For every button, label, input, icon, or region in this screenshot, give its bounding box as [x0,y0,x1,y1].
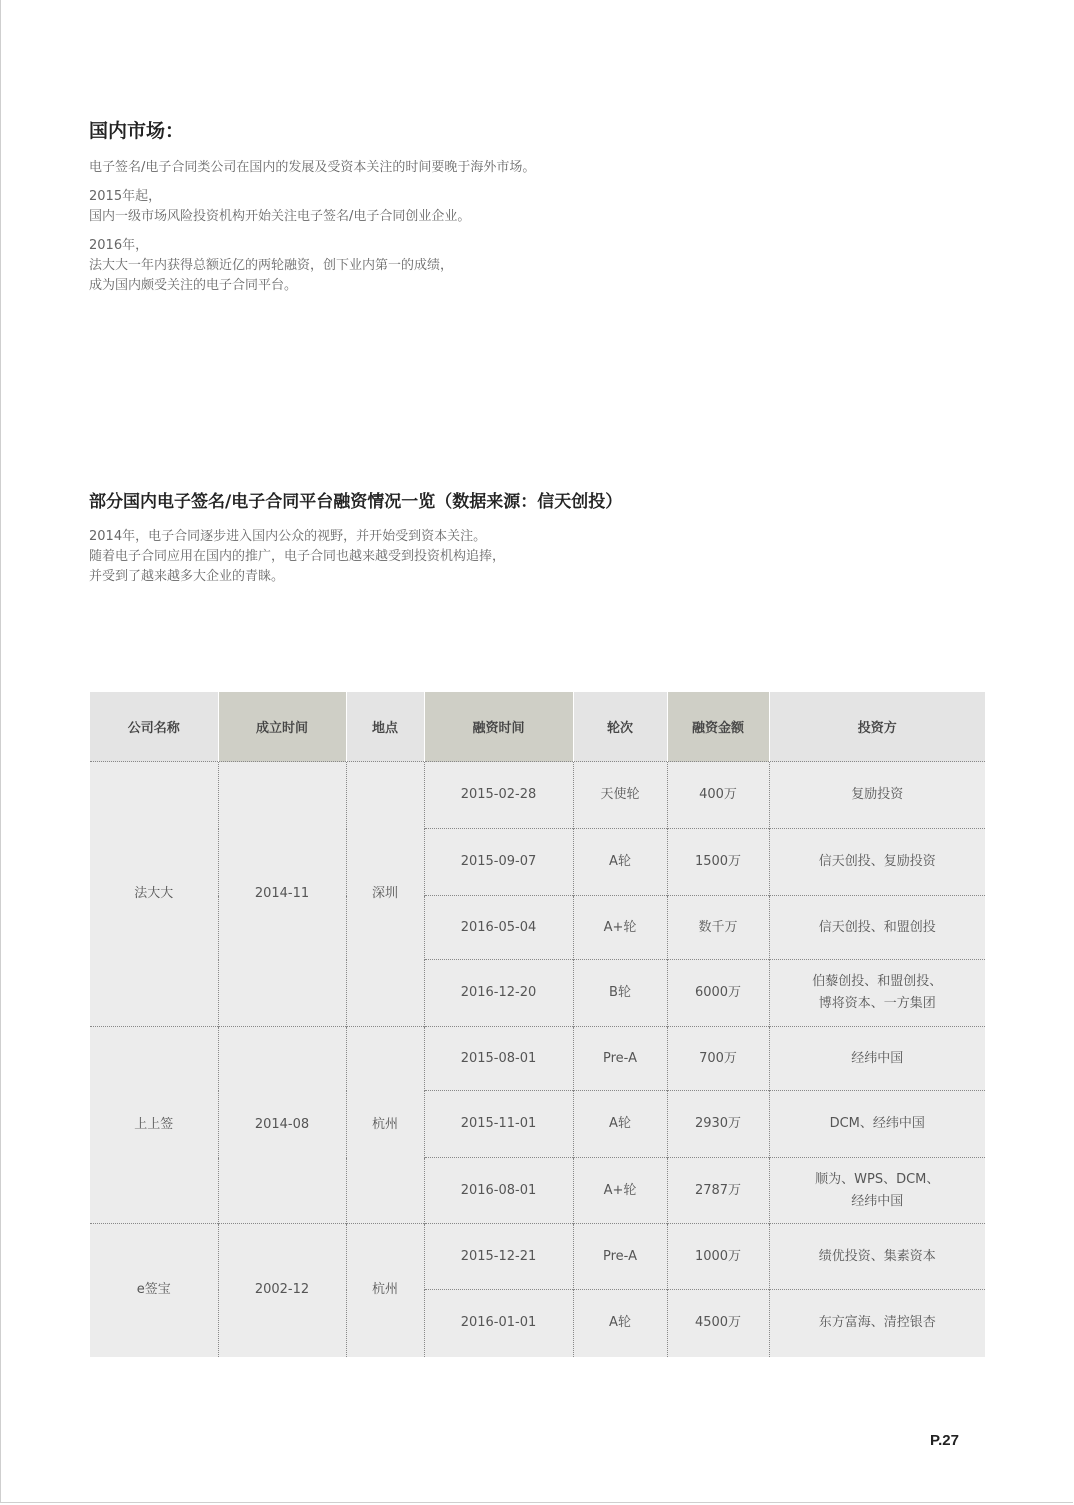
investors-line: 复励投资 [851,787,904,802]
round-cell: A+轮 [573,896,667,960]
round-cell: B轮 [573,960,667,1027]
round-cell: 天使轮 [573,762,667,829]
round-cell: A轮 [573,1091,667,1158]
domestic-market-title: 国内市场： [89,120,185,142]
table-row [90,1224,985,1290]
investors-line: 博将资本、一方集团 [818,996,936,1011]
investors-cell [769,1027,985,1091]
company-name-cell: 上上签 [90,1027,218,1224]
funding-date-cell: 2015-12-21 [424,1224,573,1290]
founded-cell: 2014-11 [218,762,346,1027]
amount-cell: 400万 [667,762,769,829]
investors-line: 伯藜创投、和盟创投、 [812,974,943,989]
header-founded: 成立时间 [218,692,346,762]
header-investors: 投资方 [769,692,985,762]
funding-date-cell: 2015-02-28 [424,762,573,829]
company-name-cell: 法大大 [90,762,218,1027]
investors-cell [769,1224,985,1290]
funding-overview-title: 部分国内电子签名/电子合同平台融资情况一览（数据来源：信天创投） [89,492,623,512]
funding-table [90,692,985,1357]
investors-cell [769,762,985,829]
investors-line: 绩优投资、集素资本 [818,1248,936,1264]
funding-date-cell: 2015-11-01 [424,1091,573,1158]
table-body [90,762,985,1357]
funding-date-cell: 2016-01-01 [424,1290,573,1357]
funding-date-cell: 2015-09-07 [424,829,573,896]
location-cell: 杭州 [346,1027,424,1224]
investors-cell [769,1290,985,1357]
founded-cell: 2014-08 [218,1027,346,1224]
domestic-paragraph-2: 2015年起， 国内一级市场风险投资机构开始关注电子签名/电子合同创业企业。 [89,189,471,224]
header-company: 公司名称 [90,692,218,762]
investors-cell [769,1091,985,1158]
table-row [90,762,985,829]
round-cell: Pre-A [573,1027,667,1091]
investors-line: 东方富海、清控银杏 [818,1315,936,1331]
round-cell: A轮 [573,1290,667,1357]
investors-line: 信天创投、复励投资 [818,854,936,869]
amount-cell: 1500万 [667,829,769,896]
amount-cell: 数千万 [667,896,769,960]
funding-date-cell: 2016-05-04 [424,896,573,960]
table-row [90,1027,985,1091]
round-cell: Pre-A [573,1224,667,1290]
amount-cell: 1000万 [667,1224,769,1290]
amount-cell: 700万 [667,1027,769,1091]
location-cell: 杭州 [346,1224,424,1357]
table-header-row [90,692,985,762]
domestic-market-section [89,118,989,305]
investors-line: 信天创投、和盟创投 [818,919,936,935]
investors-line: 经纬中国 [851,1193,904,1209]
round-cell: A轮 [573,829,667,896]
domestic-paragraph-3: 2016年， 法大大一年内获得总额近亿的两轮融资，创下业内第一的成绩， 成为国内颇受关注的电子合同平台。 [89,238,454,293]
header-round: 轮次 [573,692,667,762]
investors-cell [769,960,985,1027]
investors-cell [769,1158,985,1224]
funding-overview-section [89,489,989,596]
investors-cell [769,829,985,896]
amount-cell: 4500万 [667,1290,769,1357]
header-funding-date: 融资时间 [424,692,573,762]
location-cell: 深圳 [346,762,424,1027]
amount-cell: 6000万 [667,960,769,1027]
funding-overview-paragraph: 2014年，电子合同逐步进入国内公众的视野，并开始受到资本关注。 随着电子合同应用在国内的推广，电子合同也越来越受到投资机构追捧， 并受到了越来越多大企业的青睐。 [89,529,506,584]
domestic-paragraph-1: 电子签名/电子合同类公司在国内的发展及受资本关注的时间要晚于海外市场。 [89,160,536,175]
amount-cell: 2930万 [667,1091,769,1158]
round-cell: A+轮 [573,1158,667,1224]
investors-line: DCM、经纬中国 [829,1116,925,1131]
page-number: P.27 [930,1432,959,1449]
investors-line: 经纬中国 [851,1050,904,1066]
amount-cell: 2787万 [667,1158,769,1224]
founded-cell: 2002-12 [218,1224,346,1357]
header-location: 地点 [346,692,424,762]
funding-date-cell: 2016-12-20 [424,960,573,1027]
funding-date-cell: 2016-08-01 [424,1158,573,1224]
investors-line: 顺为、WPS、DCM、 [815,1171,940,1187]
funding-date-cell: 2015-08-01 [424,1027,573,1091]
investors-cell [769,896,985,960]
company-name-cell: e签宝 [90,1224,218,1357]
header-amount: 融资金额 [667,692,769,762]
